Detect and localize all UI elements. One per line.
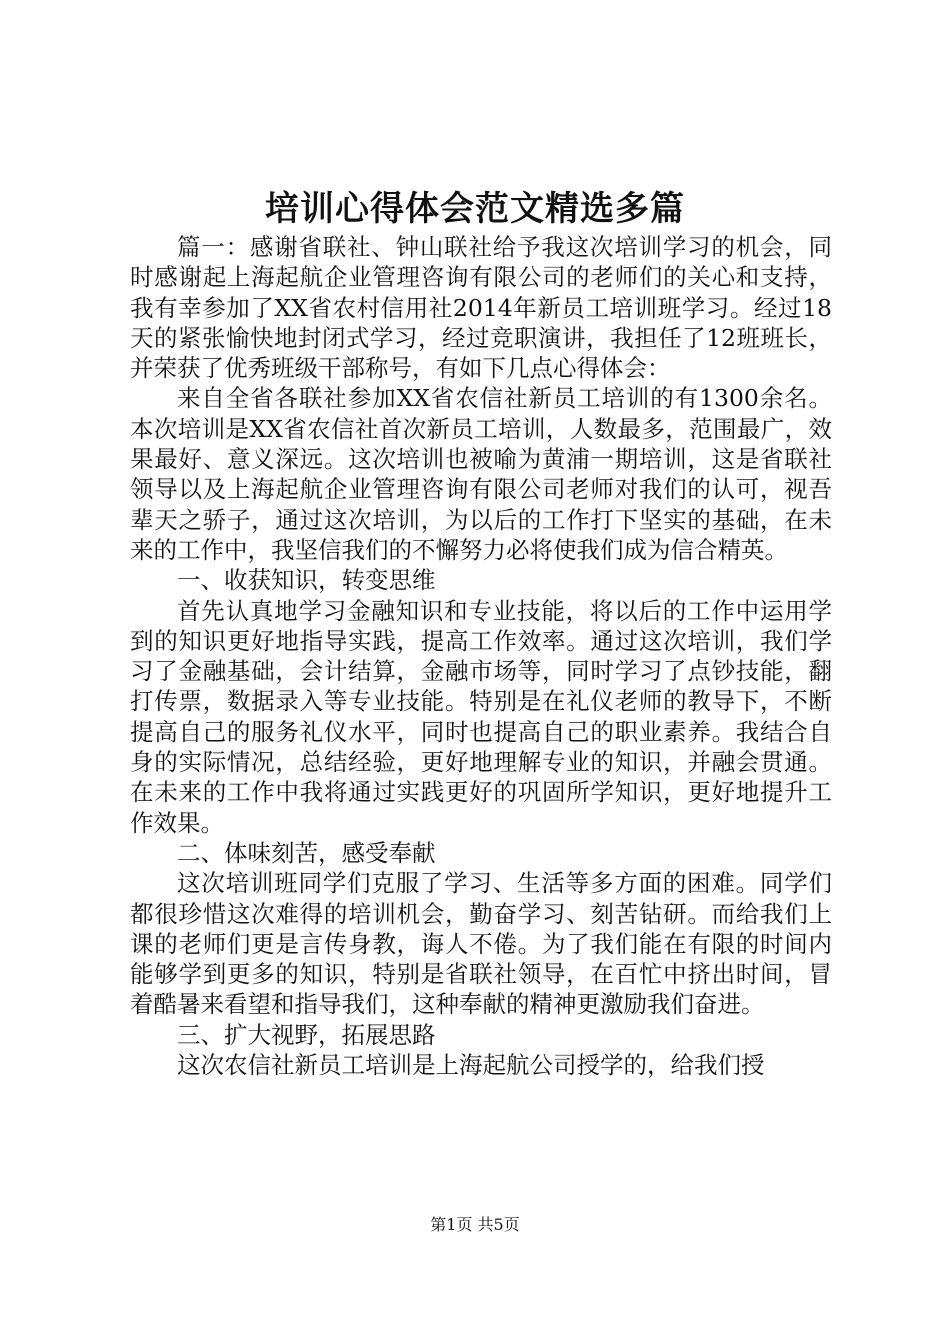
section-heading-2: 二、体味刻苦，感受奉献 bbox=[177, 838, 436, 867]
section-heading-1: 一、收获知识，转变思维 bbox=[177, 566, 436, 595]
paragraph-section-1: 首先认真地学习金融知识和专业技能，将以后的工作中运用学到的知识更好地指导实践，提高工作效率。通过这次培训，我们学习了金融基础，会计结算，金融市场等，同时学习了点钞技能，翻打传票，数据录入等专业技能。特别是在礼仪老师的教导下，不断提高自己的服务礼仪水平，同时也提高自己的职业素养。我结合自身的实际情况，总结经验，更好地理解专业的知识，并融会贯通。在未来的工作中我将通过实践更好的巩固所学知识，更好地提升工作效果。 bbox=[130, 596, 832, 837]
page-footer: 第1页 共5页 bbox=[430, 1215, 520, 1234]
paragraph-section-2: 这次培训班同学们克服了学习、生活等多方面的困难。同学们都很珍惜这次难得的培训机会，勤奋学习、刻苦钻研。而给我们上课的老师们更是言传身教，诲人不倦。为了我们能在有限的时间内能够学到更多的知识，特别是省联社领导，在百忙中挤出时间，冒着酷暑来看望和指导我们，这种奉献的精神更激励我们奋进。 bbox=[130, 869, 832, 1019]
section-heading-3: 三、扩大视野，拓展思路 bbox=[177, 1020, 436, 1049]
document-title: 培训心得体会范文精选多篇 bbox=[265, 189, 685, 229]
paragraph-overview: 来自全省各联社参加XX省农信社新员工培训的有1300余名。本次培训是XX省农信社首次新员工培训，人数最多，范围最广，效果最好、意义深远。这次培训也被喻为黄浦一期培训，这是省联社领导以及上海起航企业管理咨询有限公司老师对我们的认可，视吾辈天之骄子，通过这次培训，为以后的工作打下坚实的基础，在未来的工作中，我坚信我们的不懈努力必将使我们成为信合精英。 bbox=[130, 384, 832, 564]
paragraph-section-3: 这次农信社新员工培训是上海起航公司授学的，给我们授 bbox=[177, 1051, 765, 1080]
paragraph-intro: 篇一：感谢省联社、钟山联社给予我这次培训学习的机会，同时感谢起上海起航企业管理咨询有限公司的老师们的关心和支持，我有幸参加了XX省农村信用社2014年新员工培训班学习。经过18天的紧张愉快地封闭式学习，经过竞职演讲，我担任了12班班长，并荣获了优秀班级干部称号，有如下几点心得体会： bbox=[130, 233, 832, 383]
document-body bbox=[130, 232, 832, 1080]
